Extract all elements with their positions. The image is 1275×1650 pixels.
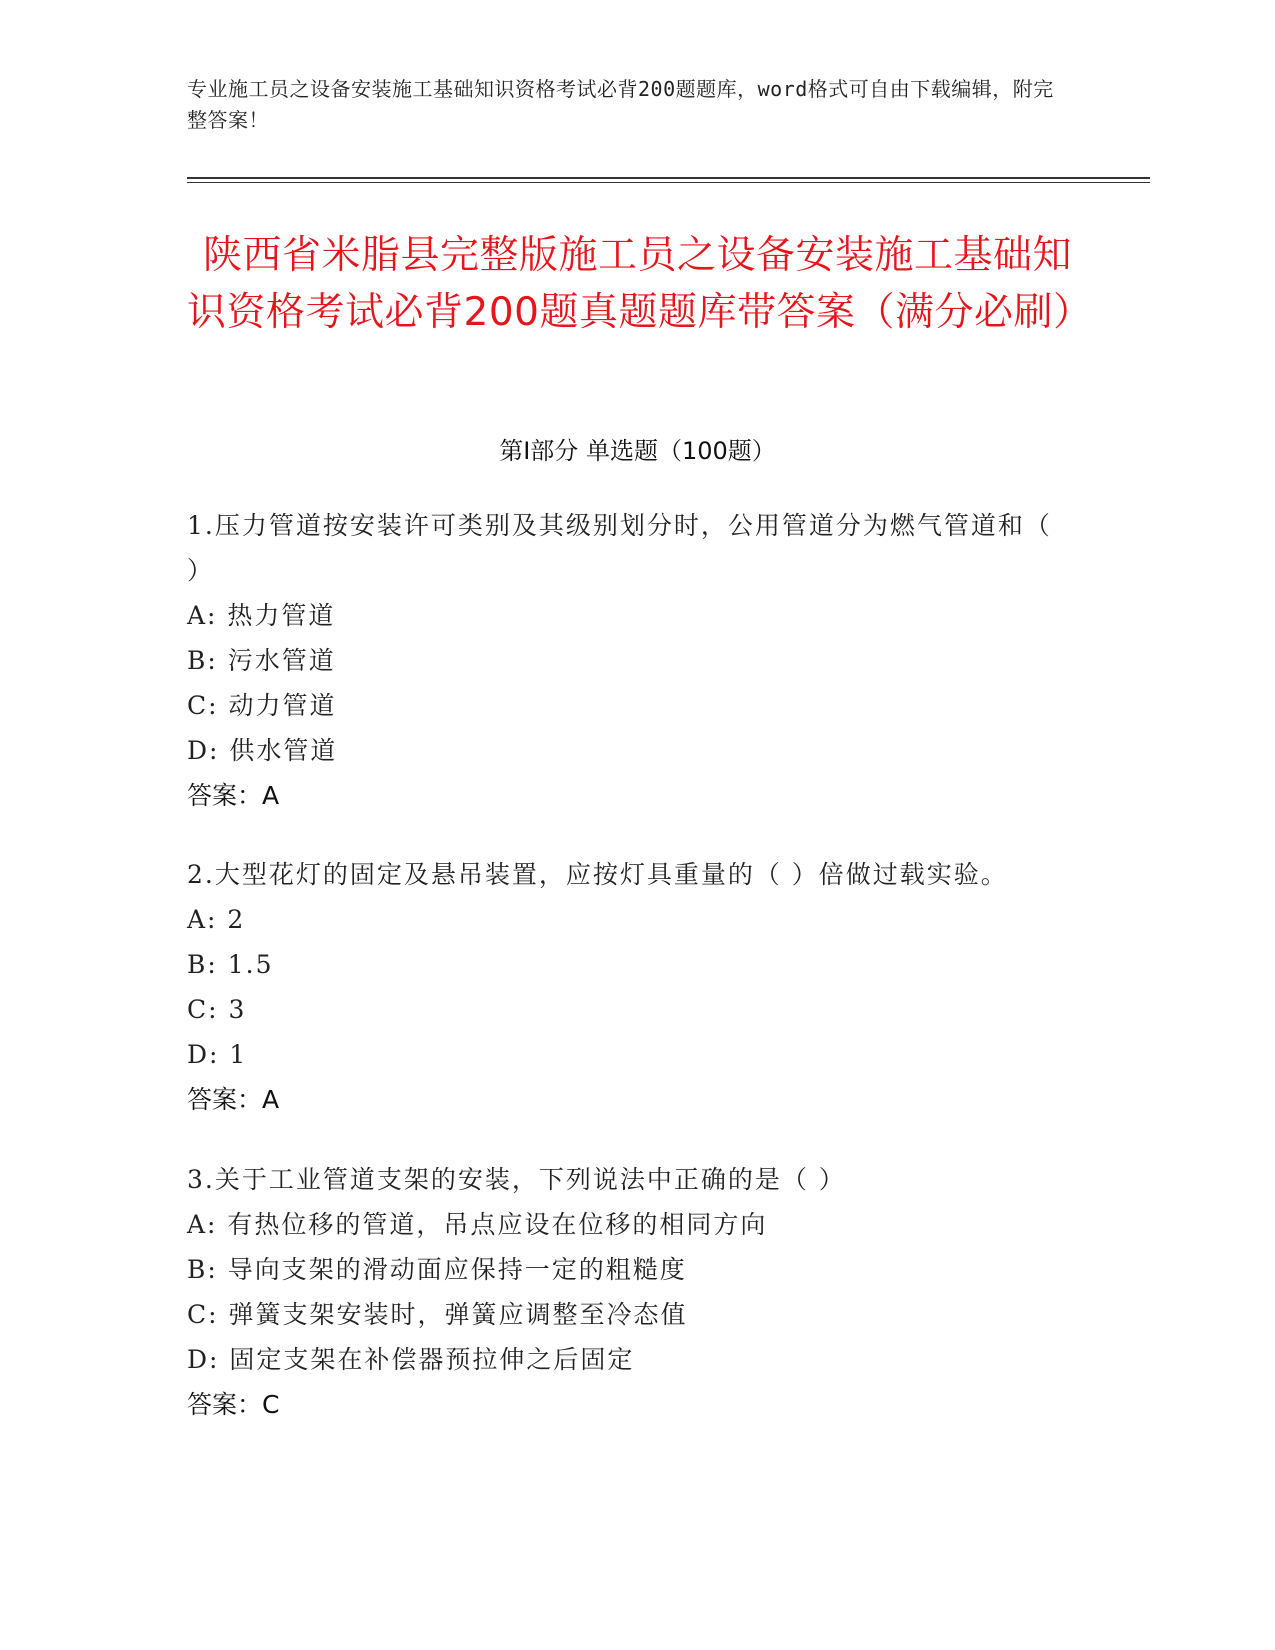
option-d: D: 1 — [187, 1040, 248, 1069]
question-2 — [187, 852, 1067, 1122]
option-c: C: 弹簧支架安装时，弹簧应调整至冷态值 — [187, 1300, 688, 1329]
option-d: D: 供水管道 — [187, 736, 338, 765]
option-b: B: 1.5 — [187, 950, 274, 979]
header-note: 专业施工员之设备安装施工基础知识资格考试必背200题题库，word格式可自由下载编辑，附完整答案！ — [187, 77, 1054, 132]
option-a: A: 热力管道 — [187, 601, 336, 630]
option-b: B: 导向支架的滑动面应保持一定的粗糙度 — [187, 1255, 687, 1284]
header-rule-thick — [187, 177, 1150, 179]
answer-line: 答案：A — [187, 1085, 280, 1114]
answer-line: 答案：A — [187, 781, 280, 810]
question-1 — [187, 503, 1067, 818]
option-d: D: 固定支架在补偿器预拉伸之后固定 — [187, 1345, 635, 1374]
question-stem: 1.压力管道按安装许可类别及其级别划分时，公用管道分为燃气管道和（ ） — [187, 511, 1052, 585]
question-stem: 2.大型花灯的固定及悬吊装置，应按灯具重量的（ ）倍做过载实验。 — [187, 860, 1008, 889]
option-a: A: 2 — [187, 905, 246, 934]
question-stem: 3.关于工业管道支架的安装，下列说法中正确的是（ ） — [187, 1165, 846, 1194]
header-rule-thin — [187, 182, 1150, 183]
document-title: 陕西省米脂县完整版施工员之设备安装施工基础知识资格考试必背200题真题题库带答案（满分必刷） — [187, 233, 1093, 335]
option-b: B: 污水管道 — [187, 646, 336, 675]
answer-line: 答案：C — [187, 1390, 280, 1419]
option-c: C: 3 — [187, 995, 247, 1024]
option-c: C: 动力管道 — [187, 691, 337, 720]
option-a: A: 有热位移的管道，吊点应设在位移的相同方向 — [187, 1210, 768, 1239]
section-title: 第Ⅰ部分 单选题（100题） — [499, 437, 776, 465]
question-3 — [187, 1157, 1067, 1427]
